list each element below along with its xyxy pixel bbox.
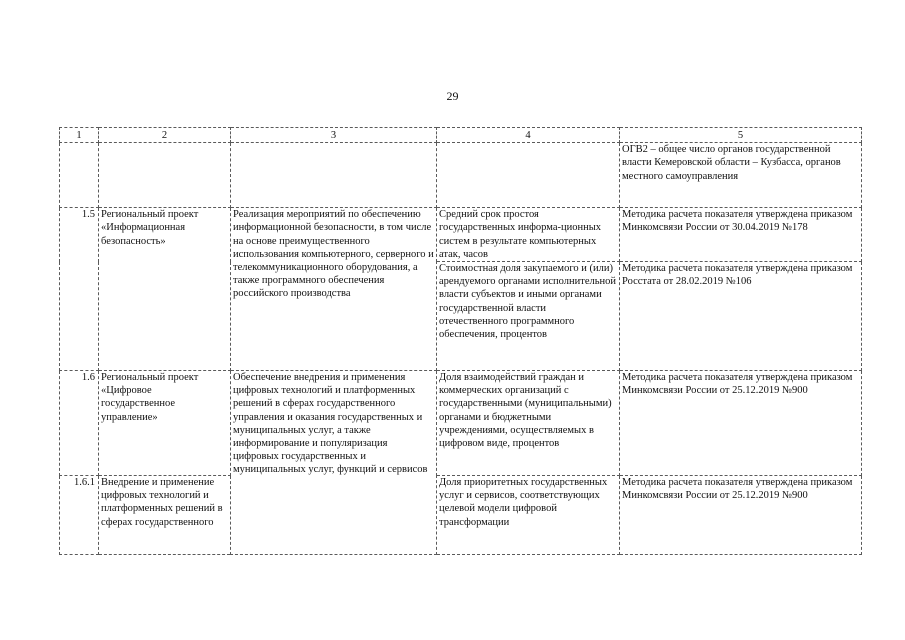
header-col-4: 4 <box>437 128 620 143</box>
table-row <box>60 371 862 476</box>
header-col-3: 3 <box>231 128 437 143</box>
cell-indicator: Средний срок простоя государственных информа-ционных систем в результате компьютерных атак, часов <box>437 208 620 262</box>
table-header-row <box>60 128 862 143</box>
table-row <box>60 143 862 208</box>
cell-method: ОГВ2 – общее число органов государственной власти Кемеровской области – Кузбасса, органов местного самоуправления <box>620 143 862 208</box>
header-col-1: 1 <box>60 128 99 143</box>
header-col-5: 5 <box>620 128 862 143</box>
cell-method: Методика расчета показателя утверждена приказом Минкомсвязи России от 25.12.2019 №900 <box>620 476 862 555</box>
cell-indicator: Стоимостная доля закупаемого и (или) арендуемого органами исполнительной власти субъектов и иными органами государственной власти отечественного программного обеспечения, процентов <box>437 262 620 371</box>
cell-project: Региональный проект «Цифровое государственное управление» <box>99 371 231 476</box>
cell-num: 1.5 <box>60 208 99 371</box>
cell-method: Методика расчета показателя утверждена приказом Минкомсвязи России от 25.12.2019 №900 <box>620 371 862 476</box>
cell-method: Методика расчета показателя утверждена приказом Росстата от 28.02.2019 №106 <box>620 262 862 371</box>
indicators-table <box>59 127 862 555</box>
cell-activity: Обеспечение внедрения и применения цифровых технологий и платформенных решений в сферах государственного управления и оказания государственных и муниципальных услуг, а также информирование и популяризация цифровых государственных и муниципальных услуг, функций и сервисов <box>231 371 437 555</box>
cell-num: 1.6 <box>60 371 99 476</box>
cell-method: Методика расчета показателя утверждена приказом Минкомсвязи России от 30.04.2019 №178 <box>620 208 862 262</box>
cell-activity <box>231 143 437 208</box>
cell-indicator <box>437 143 620 208</box>
table-row <box>60 208 862 262</box>
cell-project: Внедрение и применение цифровых технологий и платформенных решений в сферах государственного <box>99 476 231 555</box>
cell-num <box>60 143 99 208</box>
cell-project <box>99 143 231 208</box>
cell-activity: Реализация мероприятий по обеспечению информационной безопасности, в том числе на основе преимущественного использования компьютерного, серверного и телекоммуникационного оборудования, а также программного обеспечения российского производства <box>231 208 437 371</box>
cell-project: Региональный проект «Информационная безопасность» <box>99 208 231 371</box>
cell-indicator: Доля взаимодействий граждан и коммерческих организаций с государственными (муниципальными) органами и бюджетными учреждениями, осуществляемых в цифровом виде, процентов <box>437 371 620 476</box>
cell-indicator: Доля приоритетных государственных услуг и сервисов, соответствующих целевой модели цифровой трансформации <box>437 476 620 555</box>
page-number: 29 <box>446 89 459 103</box>
cell-num: 1.6.1 <box>60 476 99 555</box>
header-col-2: 2 <box>99 128 231 143</box>
